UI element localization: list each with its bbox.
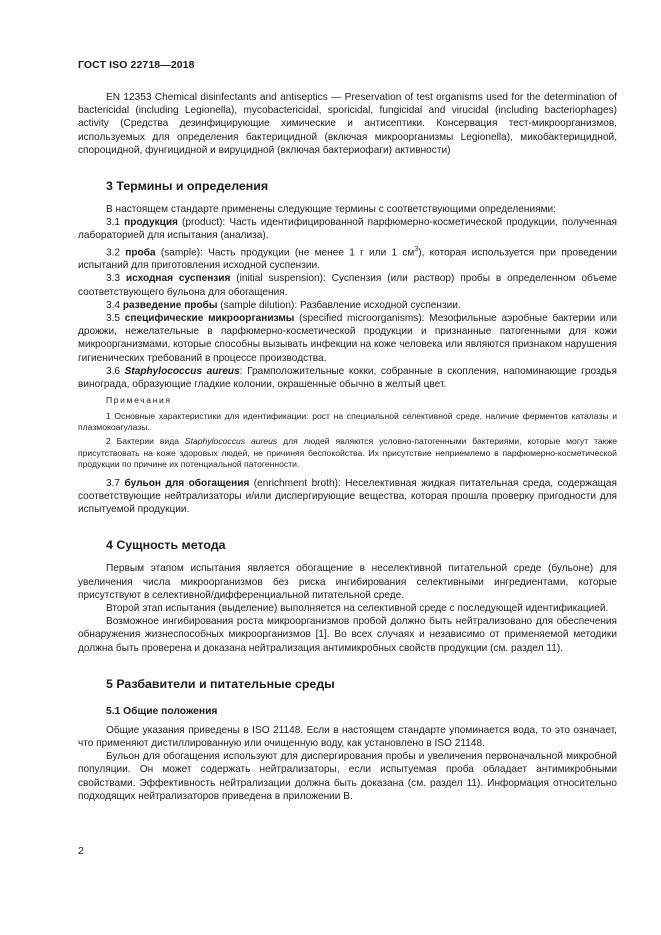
section-5-title: 5 Разбавители и питательные среды (106, 676, 335, 691)
note-2 (78, 436, 617, 471)
section-4-title: 4 Сущность метода (106, 538, 226, 553)
term-number: 3.3 (106, 273, 126, 285)
term-definition: (sample): Часть продукции (не менее 1 г или 1 см (155, 246, 415, 258)
section-4-paragraph-1: Первым этапом испытания является обогащение в неселективной питательной среде (бульоне) для увеличения числа микроорганизмов без риска ингибирования селективными ингредиентами, которые присутствуют в селективной/дифференциальной питательной среде. (78, 563, 617, 601)
term-number: 3.5 (106, 313, 125, 324)
reference-en12353: EN 12353 Chemical disinfectants and antiseptics — Preservation of test organisms used for the determination of bactericidal (including Legionella), mycobactericidal, sporicidal, fungicidal and virucidal (including bacteriophages) activity (Средства дезинфицирующие химические и антисептики. Консервация тест-микроорганизмов, используемых для определения бактерицидной (включая микроорганизмы Legionella), микобактерицидной, спороцидной, фунгицидной и вируцидной (включая бактериофаги) активности) (78, 92, 617, 156)
term-definition: (enrichment broth): Неселективная жидкая питательная среда, содержащая соответствующие нейтрализаторы и/или диспергирующие вещества, которая прошла проверку пригодности для испытуемой продукции. (78, 477, 617, 516)
note-2-start: 2 Бактерии вида (106, 436, 185, 446)
term-definition: (specified microorganisms): Мезофильные аэробные бактерии или дрожжи, нежелательные в парфюмерно-косметической продукции и признанные патогенными для кожи микроорганизмами, которые способны вызывать инфекции на коже человека или являются признаком нарушения гигиенических требований в процессе производства. (78, 313, 617, 364)
term-definition: (product): Часть идентифицированной парфюмерно-косметической продукции, полученная лабораторией для испытания (анализа). (78, 217, 617, 242)
term-definition-end: ), которая используется при проведении испытаний для приготовления исходной суспензии. (78, 246, 618, 272)
page-number: 2 (78, 845, 84, 857)
term-3-3 (78, 272, 617, 298)
term-number: 3.7 (106, 477, 125, 489)
page-content (78, 91, 617, 803)
term-name: разведение пробы (122, 299, 218, 311)
note-1: 1 Основные характеристики для идентификации: рост на специальной селективной среде, наличие ферментов каталазы и плазмокоагулазы. (78, 410, 617, 433)
note-2-end: для людей являются условно-патогенными бактериями, которые могут также присутствовать на коже здоровых людей, не причиняя беспокойства. Их присутствие неприемлемо в парфюмерно-косметической продукции по причине их потенциальной патогенности. (78, 436, 617, 470)
term-name: бульон для обогащения (124, 477, 250, 489)
section-4-paragraph-3: Возможное ингибирования роста микроорганизмов пробой должно быть нейтрализовано для обеспечения обнаружения жизнеспособных микроорганизмов [1]. Во всех случаях и независимо от применяемой методики должна быть проверена и доказана нейтрализация антимикробных свойств продукции (см. раздел 11). (78, 616, 617, 654)
term-definition: (sample dilution): Разбавление исходной суспензии. (217, 299, 461, 311)
notes-title: Примечания (106, 395, 172, 406)
section-3-intro: В настоящем стандарте применены следующие термины с соответствующими определениями: (106, 204, 556, 216)
term-name: Staphylococcus aureus (124, 365, 240, 377)
term-name: проба (125, 246, 156, 258)
term-name: исходная суспензия (125, 273, 231, 285)
standard-header: ГОСТ ISO 22718—2018 (78, 59, 195, 71)
subsection-5-1-paragraph-1: Общие указания приведены в ISO 21148. Если в настоящем стандарте упоминается вода, то это означает, что применяют дистиллированную или очищенную воду, как установлено в ISO 21148. (78, 724, 617, 750)
term-3-4 (78, 299, 617, 312)
term-3-1 (78, 216, 617, 242)
note-2-species: Staphylococcus aureus (184, 436, 278, 446)
term-number: 3.4 (106, 299, 123, 311)
term-definition: (initial suspension): Суспензия (или раствор) пробы в определенном объеме соответствующего бульона для обогащения. (78, 273, 617, 298)
term-name: продукция (124, 217, 178, 229)
term-number: 3.6 (106, 365, 125, 377)
term-3-7 (78, 477, 617, 517)
term-name: специфические микроорганизмы (124, 313, 295, 324)
term-number: 3.2 (106, 246, 126, 258)
section-4-paragraph-2: Второй этап испытания (выделение) выполняется на селективной среде с последующей идентификацией. (106, 603, 609, 614)
subsection-5-1-title: 5.1 Общие положения (106, 705, 218, 717)
subsection-5-1-paragraph-2: Бульон для обогащения используют для диспергирования пробы и увеличения первоначальной микробной популяции. Он может содержать нейтрализаторы, если испытуемая проба обладает антимикробными свойствами. Эффективность нейтрализации должна быть доказана (см. раздел 11). Информация относительно подходящих нейтрализаторов приведена в приложении В. (78, 751, 617, 802)
section-3-title: 3 Термины и определения (106, 179, 269, 194)
term-3-6 (78, 365, 617, 391)
term-3-2 (78, 243, 617, 273)
term-definition: : Грамположительные кокки, собранные в скопления, напоминающие гроздья винограда, образующие гладкие колонии, окрашенные обычно в желтый цвет. (78, 365, 617, 391)
superscript: 3 (414, 245, 419, 253)
term-number: 3.1 (106, 217, 125, 229)
notes-block (78, 395, 617, 471)
term-3-5 (78, 312, 617, 365)
